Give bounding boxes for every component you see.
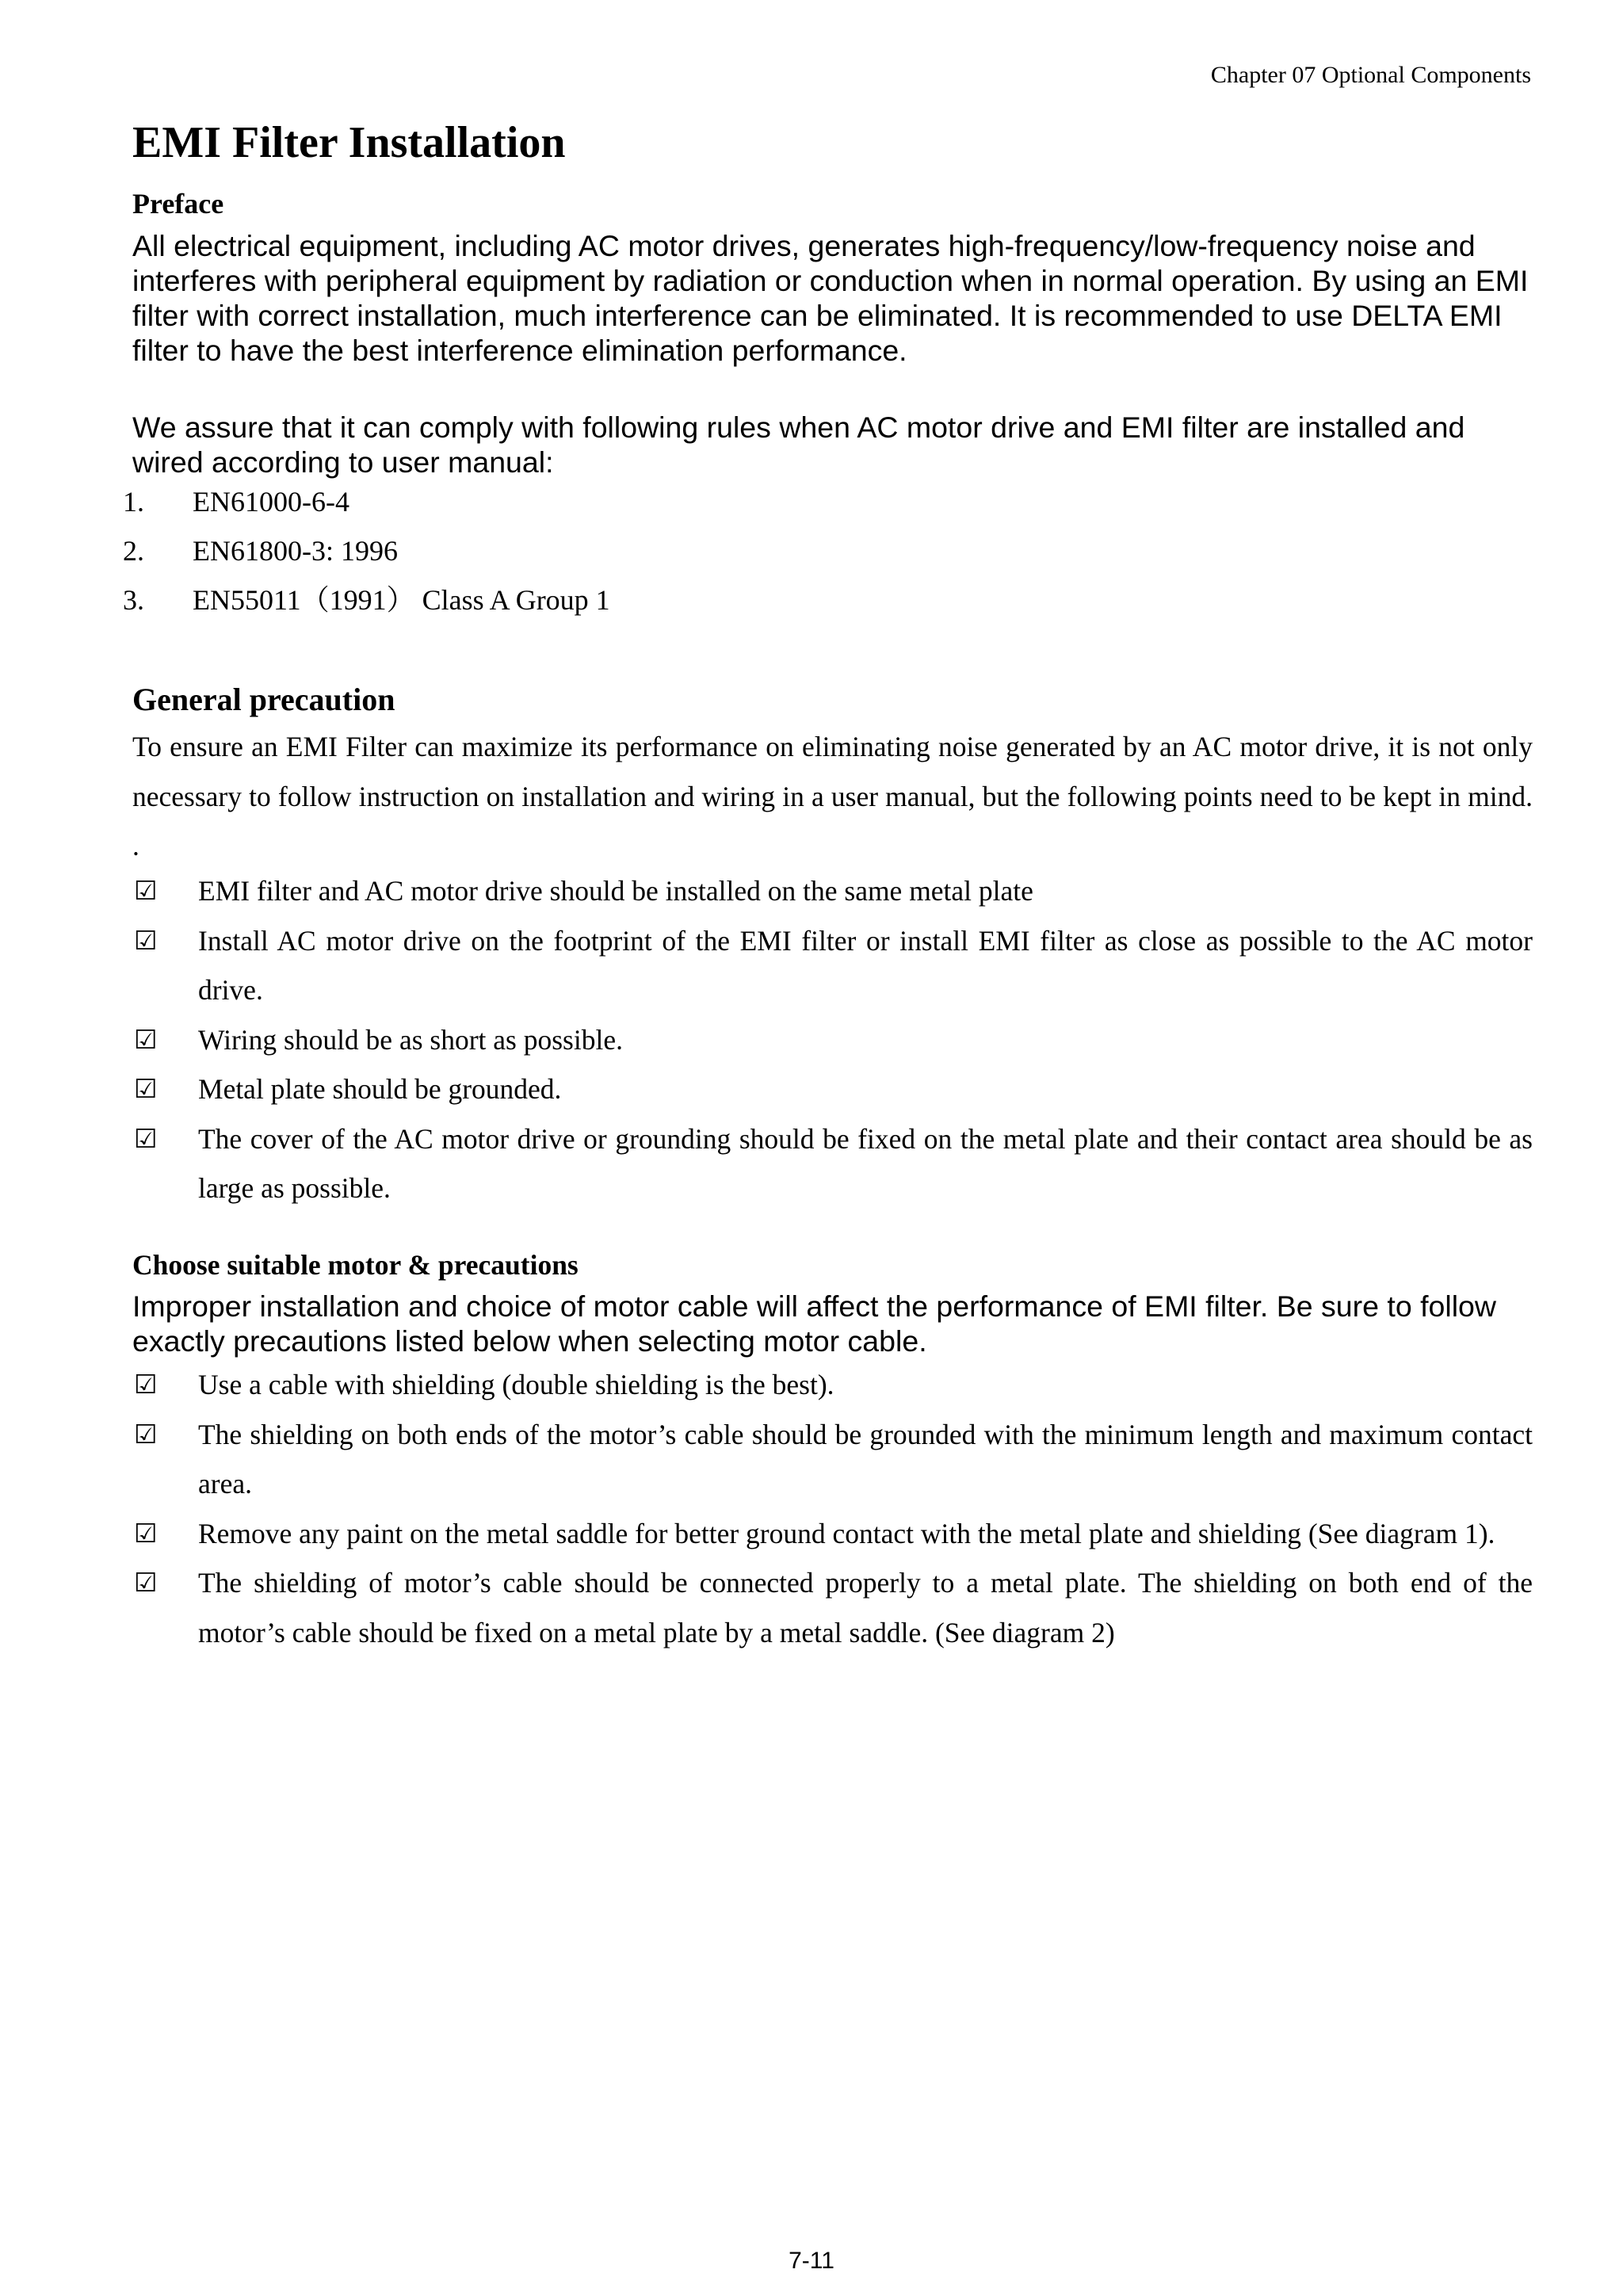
page-number: 7-11 <box>789 2248 834 2274</box>
assurance-paragraph: We assure that it can comply with following rules when AC motor drive and EMI filter are installed and wired according to user manual: <box>132 411 1465 479</box>
checkbox-checked-icon: ☑ <box>134 1418 158 1450</box>
list-item <box>132 916 1533 1015</box>
list-item-text: Wiring should be as short as possible. <box>198 1023 623 1056</box>
general-precaution-heading: General precaution <box>132 682 395 717</box>
list-item-text: The shielding of motor’s cable should be connected properly to a metal plate. The shielding on both end of the motor’s cable should be fixed on a metal plate by a metal saddle. (See diagram 2) <box>198 1567 1533 1648</box>
motor-precaution-list <box>132 1360 1533 1657</box>
running-header: Chapter 07 Optional Components <box>1210 62 1531 88</box>
list-item <box>132 1064 1533 1114</box>
preface-heading: Preface <box>132 188 224 220</box>
standard-text: EN61000-6-4 <box>193 486 349 518</box>
checkbox-checked-icon: ☑ <box>134 1023 158 1055</box>
list-item <box>132 1509 1533 1559</box>
list-item <box>123 483 610 533</box>
list-number: 3. <box>123 584 144 616</box>
list-item-text: Install AC motor drive on the footprint of the EMI filter or install EMI filter as close as possible to the AC motor drive. <box>198 924 1533 1006</box>
checkbox-checked-icon: ☑ <box>134 1073 158 1104</box>
checkbox-checked-icon: ☑ <box>134 1122 158 1154</box>
checkbox-checked-icon: ☑ <box>134 1517 158 1549</box>
list-number: 2. <box>123 535 144 567</box>
list-item <box>123 582 610 631</box>
list-item-text: The shielding on both ends of the motor’s cable should be grounded with the minimum length and maximum contact area. <box>198 1418 1533 1499</box>
list-item <box>132 1410 1533 1509</box>
checkbox-checked-icon: ☑ <box>134 875 158 906</box>
standards-list <box>123 483 610 631</box>
list-item <box>132 1360 1533 1410</box>
list-item <box>123 533 610 582</box>
list-item-text: Remove any paint on the metal saddle for better ground contact with the metal plate and shielding (See diagram 1). <box>198 1517 1495 1549</box>
list-item <box>132 866 1533 916</box>
standard-text: EN55011（1991） Class A Group 1 <box>193 584 610 616</box>
general-precaution-list <box>132 866 1533 1213</box>
motor-precaution-paragraph: Improper installation and choice of motor cable will affect the performance of EMI filter. Be sure to follow exactly precautions listed below when selecting motor cable. <box>132 1289 1496 1358</box>
list-item <box>132 1558 1533 1657</box>
standard-text: EN61800-3: 1996 <box>193 535 398 567</box>
list-item-text: Use a cable with shielding (double shielding is the best). <box>198 1369 834 1400</box>
list-number: 1. <box>123 486 144 518</box>
preface-paragraph: All electrical equipment, including AC motor drives, generates high-frequency/low-frequency noise and interferes with peripheral equipment by radiation or conduction when in normal operation. By using an EMI filter with correct installation, much interference can be eliminated. It is recommended to use DELTA EMI filter to have the best interference elimination performance. <box>132 229 1529 367</box>
checkbox-checked-icon: ☑ <box>134 924 158 956</box>
list-item <box>132 1114 1533 1213</box>
general-precaution-paragraph: To ensure an EMI Filter can maximize its performance on eliminating noise generated by an AC motor drive, it is not only necessary to follow instruction on installation and wiring in a user manual, but the following points need to be kept in mind. . <box>132 731 1533 861</box>
list-item-text: Metal plate should be grounded. <box>198 1073 562 1105</box>
checkbox-checked-icon: ☑ <box>134 1567 158 1598</box>
checkbox-checked-icon: ☑ <box>134 1369 158 1400</box>
list-item-text: The cover of the AC motor drive or grounding should be fixed on the metal plate and their contact area should be as large as possible. <box>198 1122 1533 1204</box>
motor-precaution-heading: Choose suitable motor & precautions <box>132 1249 579 1281</box>
page-title: EMI Filter Installation <box>132 118 566 167</box>
list-item <box>132 1015 1533 1065</box>
list-item-text: EMI filter and AC motor drive should be installed on the same metal plate <box>198 875 1033 907</box>
